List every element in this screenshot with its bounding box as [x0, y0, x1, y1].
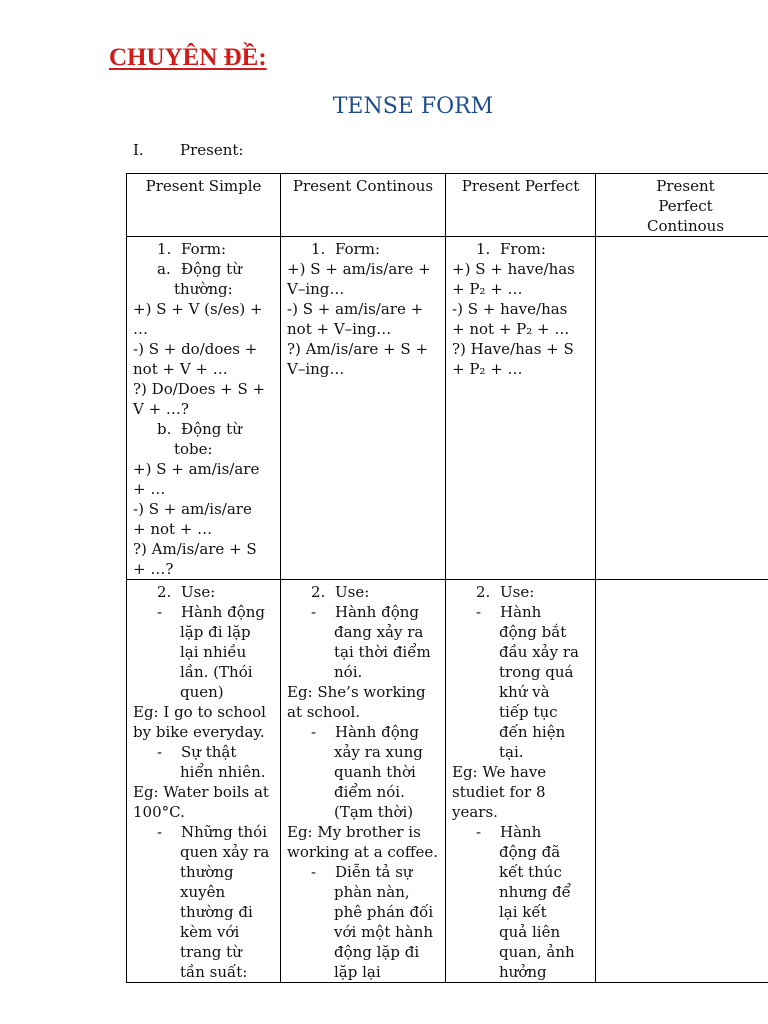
bullet-line: quanh thời: [334, 763, 416, 781]
use-row: [127, 580, 768, 983]
bullet-line: quả liên: [499, 923, 561, 941]
tense-table: [126, 173, 768, 983]
formula-line: +) S + have/has: [452, 260, 575, 278]
bullet-line: động đã: [499, 843, 561, 861]
formula-line: + not + P₂ + …: [452, 320, 570, 338]
example-line: Eg: My brother is: [287, 823, 421, 841]
cell-perfect-use: [446, 580, 596, 983]
use-heading: 2. Use:: [157, 583, 216, 601]
example-line: working at a coffee.: [287, 843, 439, 861]
formula-line: -) S + have/has: [452, 300, 568, 318]
bullet-line: kèm với: [180, 923, 240, 941]
bullet-item: - Hành động: [311, 723, 420, 741]
formula-line: + not + …: [133, 520, 213, 538]
header-present-continuous: Present Continous: [281, 174, 446, 237]
bullet-line: nhưng để: [499, 883, 571, 901]
bullet-line: lặp đi lặp: [180, 623, 251, 641]
bullet-line: hưởng: [499, 963, 547, 981]
bullet-line: tại.: [499, 743, 524, 761]
bullet-line: xuyên: [180, 883, 226, 901]
example-line: years.: [452, 803, 498, 821]
example-line: studiet for 8: [452, 783, 546, 801]
bullet-line: kết thúc: [499, 863, 562, 881]
formula-line: + …?: [133, 560, 174, 578]
cell-continuous-form: [281, 237, 446, 580]
cell-continuous-use: [281, 580, 446, 983]
formula-line: + P₂ + …: [452, 360, 523, 378]
formula-line: ?) Do/Does + S +: [133, 380, 266, 398]
bullet-line: điểm nói.: [334, 783, 405, 801]
header-present-simple: Present Simple: [127, 174, 281, 237]
bullet-line: phàn nàn,: [334, 883, 410, 901]
bullet-item: - Hành: [476, 603, 542, 621]
bullet-item: - Hành động: [311, 603, 420, 621]
formula-line: -) S + am/is/are: [133, 500, 252, 518]
bullet-line: khứ và: [499, 683, 550, 701]
form-heading: 1. Form:: [311, 240, 381, 258]
formula-line: V–ing…: [287, 360, 345, 378]
bullet-item: - Hành: [476, 823, 542, 841]
bullet-line: lặp lại: [334, 963, 381, 981]
formula-line: ?) Am/is/are + S: [133, 540, 257, 558]
form-heading: 1. From:: [476, 240, 546, 258]
formula-line: -) S + am/is/are +: [287, 300, 424, 318]
header-row: [127, 174, 768, 237]
form-heading: 1. Form:: [157, 240, 227, 258]
subheading-b-line: tobe:: [174, 440, 213, 458]
bullet-line: thường đi: [180, 903, 253, 921]
bullet-line: (Tạm thời): [334, 803, 414, 821]
use-heading: 2. Use:: [476, 583, 535, 601]
subheading-a: a. Động từ: [157, 260, 242, 278]
formula-line: + P₂ + …: [452, 280, 523, 298]
bullet-line: lần. (Thói: [180, 663, 253, 681]
bullet-item: - Hành động: [157, 603, 266, 621]
use-heading: 2. Use:: [311, 583, 370, 601]
bullet-line: quan, ảnh: [499, 943, 575, 961]
bullet-line: tiếp tục: [499, 703, 558, 721]
bullet-line: tại thời điểm: [334, 643, 431, 661]
bullet-line: trang từ: [180, 943, 242, 961]
formula-line: V + …?: [133, 400, 189, 418]
header-line: Present: [656, 177, 715, 195]
bullet-line: tần suất:: [180, 963, 248, 981]
bullet-line: trong quá: [499, 663, 574, 681]
example-line: Eg: She’s working: [287, 683, 426, 701]
bullet-item: - Sự thật: [157, 743, 237, 761]
formula-line: +) S + V (s/es) +: [133, 300, 263, 318]
cell-perfect-continuous-use: [596, 580, 768, 983]
bullet-line: quen xảy ra: [180, 843, 270, 861]
formula-line: ?) Have/has + S: [452, 340, 574, 358]
form-row: [127, 237, 768, 580]
example-line: 100°C.: [133, 803, 185, 821]
example-line: at school.: [287, 703, 361, 721]
formula-line: ?) Am/is/are + S +: [287, 340, 429, 358]
cell-perfect-form: [446, 237, 596, 580]
bullet-line: phê phán đối: [334, 903, 434, 921]
bullet-line: động bắt: [499, 623, 567, 641]
header-present-perfect: Present Perfect: [446, 174, 596, 237]
section-number: I.: [133, 141, 144, 159]
bullet-line: nói.: [334, 663, 363, 681]
formula-line: + …: [133, 480, 166, 498]
bullet-line: lại kết: [499, 903, 547, 921]
bullet-line: đầu xảy ra: [499, 643, 579, 661]
subheading-b: b. Động từ: [157, 420, 242, 438]
cell-perfect-continuous-form: [596, 237, 768, 580]
example-line: by bike everyday.: [133, 723, 265, 741]
bullet-line: xảy ra xung: [334, 743, 423, 761]
formula-line: …: [133, 320, 148, 338]
topic-heading: CHUYÊN ĐỀ:: [109, 44, 267, 71]
bullet-line: động lặp đi: [334, 943, 420, 961]
header-line: Continous: [646, 217, 725, 235]
bullet-line: thường: [180, 863, 234, 881]
bullet-line: quen): [180, 683, 224, 701]
formula-line: +) S + am/is/are: [133, 460, 260, 478]
bullet-line: với một hành: [334, 923, 434, 941]
header-present-perfect-continuous: [596, 174, 768, 237]
bullet-line: đến hiện: [499, 723, 566, 741]
formula-line: +) S + am/is/are +: [287, 260, 431, 278]
formula-line: -) S + do/does +: [133, 340, 258, 358]
bullet-line: lại nhiều: [180, 643, 247, 661]
formula-line: not + V–ing…: [287, 320, 392, 338]
example-line: Eg: We have: [452, 763, 547, 781]
section-label: Present:: [180, 141, 244, 159]
page-title: TENSE FORM: [332, 94, 494, 119]
header-line: Perfect: [658, 197, 713, 215]
example-line: Eg: I go to school: [133, 703, 266, 721]
bullet-item: - Những thói: [157, 823, 267, 841]
formula-line: V–ing…: [287, 280, 345, 298]
formula-line: not + V + …: [133, 360, 228, 378]
bullet-line: hiển nhiên.: [180, 763, 266, 781]
cell-simple-form: [127, 237, 281, 580]
cell-simple-use: [127, 580, 281, 983]
bullet-line: đang xảy ra: [334, 623, 424, 641]
bullet-item: - Diễn tả sự: [311, 863, 413, 881]
example-line: Eg: Water boils at: [133, 783, 269, 801]
subheading-a-line: thường:: [174, 280, 233, 298]
